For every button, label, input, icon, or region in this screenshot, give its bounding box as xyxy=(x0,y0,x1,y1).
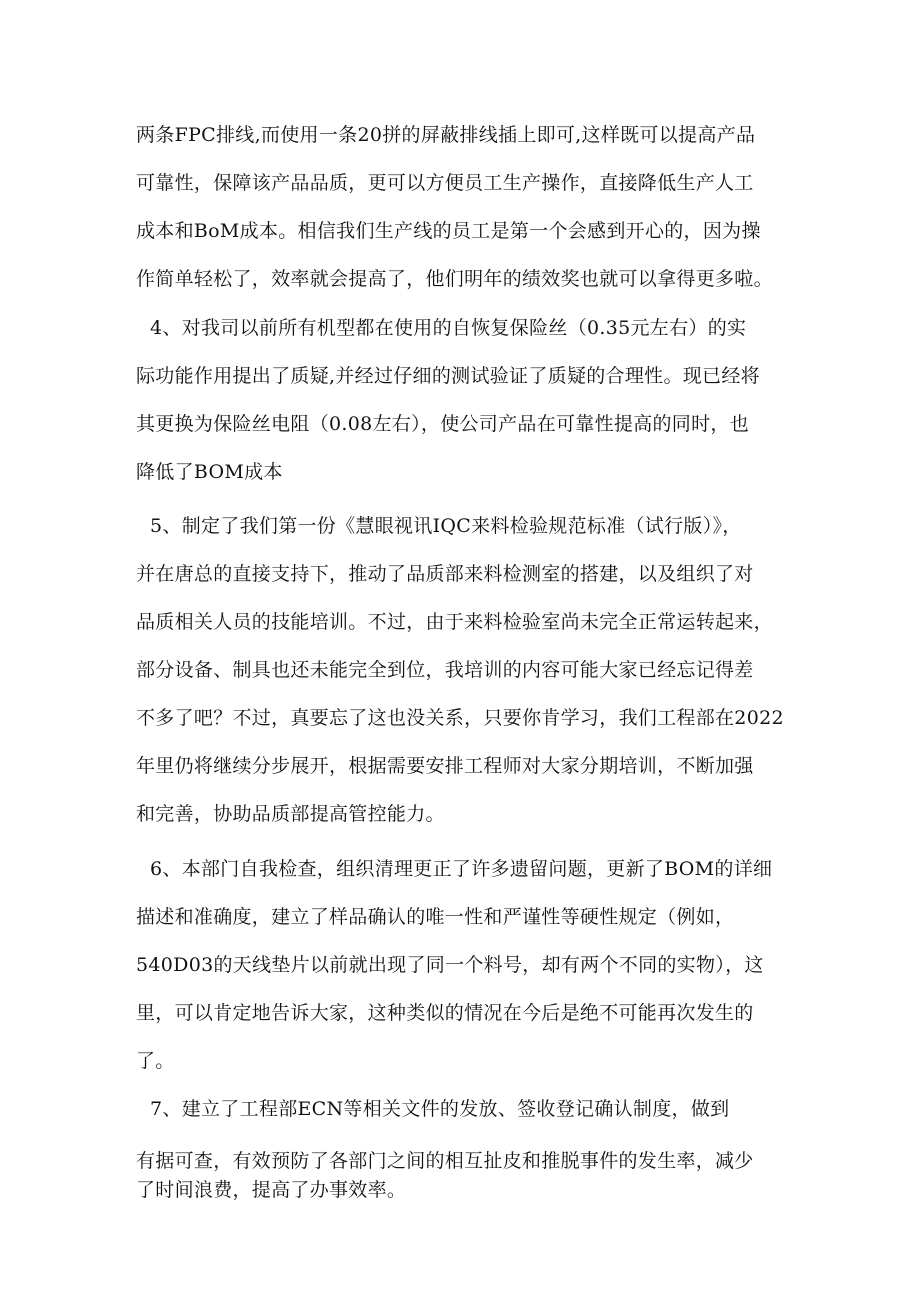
text-line: 作简单轻松了，效率就会提高了，他们明年的绩效奖也就可以拿得更多啦。 xyxy=(136,268,773,290)
text-line: 两条FPC排线,而使用一条20拼的屏蔽排线插上即可,这样既可以提高产品 xyxy=(136,124,756,146)
text-line: 5、制定了我们第一份《慧眼视讯IQC来料检验规范标准（试行版）》， xyxy=(150,515,742,537)
text-line: 际功能作用提出了质疑,并经过仔细的测试验证了质疑的合理性。现已经将 xyxy=(136,365,760,387)
text-line: 成本和BoM成本。相信我们生产线的员工是第一个会感到开心的，因为操 xyxy=(136,220,761,242)
text-line: 部分设备、制具也还未能完全到位，我培训的内容可能大家已经忘记得差 xyxy=(136,659,754,681)
text-line: 可靠性，保障该产品品质，更可以方便员工生产操作，直接降低生产人工 xyxy=(136,172,754,194)
text-line: 品质相关人员的技能培训。不过，由于来料检验室尚未完全正常运转起来， xyxy=(136,611,773,633)
text-line: 540D03的天线垫片以前就出现了同一个料号，却有两个不同的实物），这 xyxy=(136,954,764,976)
text-line: 有据可查，有效预防了各部门之间的相互扯皮和推脱事件的发生率，减少 xyxy=(136,1150,754,1172)
text-line: 了。 xyxy=(136,1050,175,1072)
text-line: 不多了吧？不过，真要忘了这也没关系，只要你肯学习，我们工程部在2022 xyxy=(136,707,784,729)
text-line: 年里仍将继续分步展开，根据需要安排工程师对大家分期培训，不断加强 xyxy=(136,755,754,777)
text-line: 7、建立了工程部ECN等相关文件的发放、签收登记确认制度，做到 xyxy=(150,1098,730,1120)
text-line: 描述和准确度，建立了样品确认的唯一性和严谨性等硬性规定（例如， xyxy=(136,906,735,928)
text-line: 并在唐总的直接支持下，推动了品质部来料检测室的搭建，以及组织了对 xyxy=(136,563,754,585)
text-line: 4、对我司以前所有机型都在使用的自恢复保险丝（0.35元左右）的实 xyxy=(150,317,747,339)
text-line: 其更换为保险丝电阻（0.08左右），使公司产品在可靠性提高的同时，也 xyxy=(136,413,750,435)
text-line: 6、本部门自我检查，组织清理更正了许多遗留问题，更新了BOM的详细 xyxy=(150,858,773,880)
text-line: 和完善，协助品质部提高管控能力。 xyxy=(136,803,445,825)
text-line: 了时间浪费，提高了办事效率。 xyxy=(136,1179,407,1201)
text-line: 降低了BOM成本 xyxy=(136,461,283,483)
text-line: 里，可以肯定地告诉大家，这种类似的情况在今后是绝不可能再次发生的 xyxy=(136,1002,754,1024)
